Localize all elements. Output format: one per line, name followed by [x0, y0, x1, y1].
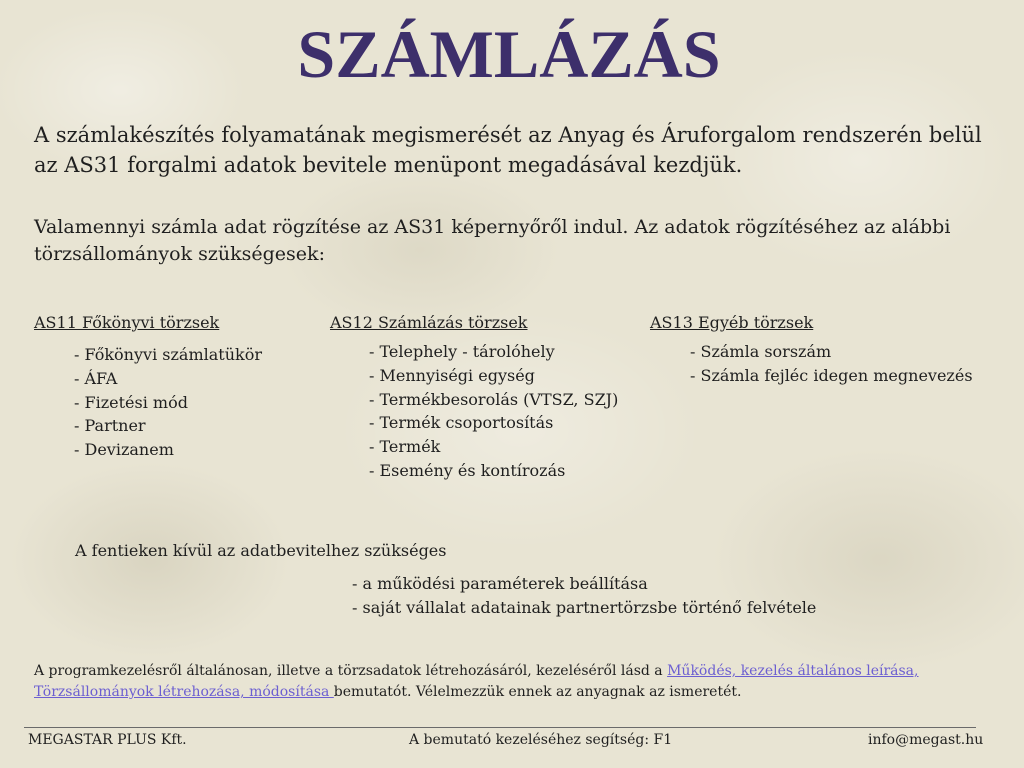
as11-heading[interactable]: AS11 Főkönyvi törzsek	[34, 313, 220, 332]
as12-list	[369, 340, 618, 483]
general-usage-link[interactable]: Működés, kezelés általános leírása,	[667, 663, 919, 679]
list-item: - Mennyiségi egység	[369, 365, 535, 385]
intro-paragraph-2: Valamennyi számla adat rögzítése az AS31 képernyőről indul. Az adatok rögzítéséhez az alábbi törzsállományok szükségesek:	[34, 216, 951, 265]
list-item: - Termék csoportosítás	[369, 413, 554, 433]
list-item: - Számla sorszám	[690, 342, 832, 361]
list-item: - Telephely - tárolóhely	[369, 342, 555, 361]
list-item: - Devizanem	[74, 440, 174, 460]
list-item: - saját vállalat adatainak partnertörzsbe történő felvétele	[352, 597, 817, 617]
footer-divider	[24, 727, 976, 728]
master-files-link[interactable]: Törzsállományok létrehozása, módosítása	[34, 684, 334, 700]
as13-heading[interactable]: AS13 Egyéb törzsek	[650, 313, 814, 332]
extra-list	[352, 572, 816, 620]
list-item: - Termékbesorolás (VTSZ, SZJ)	[369, 389, 619, 409]
list-item: - Esemény és kontírozás	[369, 460, 566, 480]
as11-list	[74, 343, 262, 462]
list-item: - Számla fejléc idegen megnevezés	[690, 365, 973, 385]
footnote	[34, 661, 994, 703]
list-item: - Termék	[369, 437, 441, 457]
extra-intro: A fentieken kívül az adatbevitelhez szükséges	[75, 541, 447, 560]
footer-help: A bemutató kezeléséhez segítség: F1	[409, 732, 673, 748]
page-title: SZÁMLÁZÁS	[297, 16, 721, 92]
as13-list	[690, 340, 973, 388]
footnote-text-before: A programkezelésről általánosan, illetve a törzsadatok létrehozásáról, kezeléséről lásd a	[34, 663, 668, 679]
footer-company: MEGASTAR PLUS Kft.	[28, 732, 187, 748]
list-item: - ÁFA	[74, 368, 118, 388]
as12-heading[interactable]: AS12 Számlázás törzsek	[330, 313, 528, 332]
list-item: - Partner	[74, 416, 146, 436]
list-item: - a működési paraméterek beállítása	[352, 574, 648, 593]
list-item: - Főkönyvi számlatükör	[74, 345, 262, 364]
intro-paragraph-1: A számlakészítés folyamatának megismerését az Anyag és Áruforgalom rendszerén belül az AS31 forgalmi adatok bevitele menüpont megadásával kezdjük.	[34, 123, 982, 177]
footer-email[interactable]: info@megast.hu	[868, 732, 984, 748]
footnote-text-after: bemutatót. Vélelmezzük ennek az anyagnak az ismeretét.	[333, 684, 742, 700]
list-item: - Fizetési mód	[74, 392, 188, 412]
